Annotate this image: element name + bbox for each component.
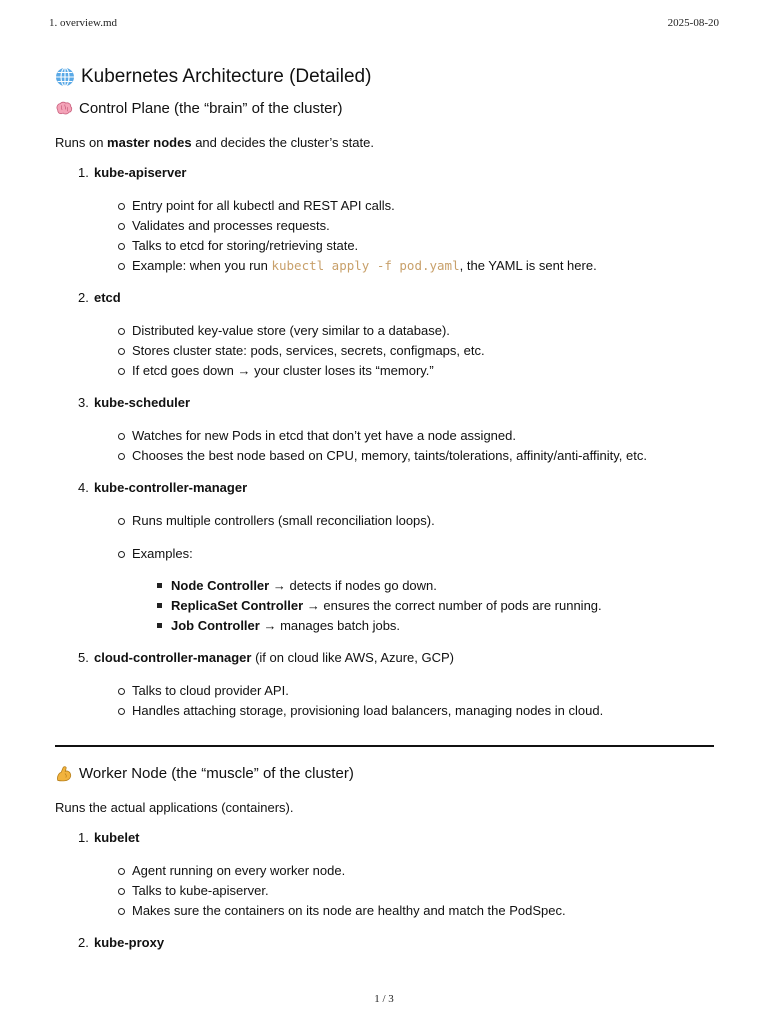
list-item: Watches for new Pods in etcd that don’t yet have a node assigned. (132, 426, 715, 446)
inline-code: kubectl apply -f pod.yaml (271, 258, 460, 273)
list-item: Stores cluster state: pods, services, secrets, configmaps, etc. (132, 341, 715, 361)
list-item (78, 933, 715, 953)
list-item (171, 596, 715, 616)
list-number: 3. (78, 395, 89, 410)
worker-node-section (55, 762, 715, 966)
list-number: 2. (78, 290, 89, 305)
item-title: kubelet (94, 830, 140, 845)
control-plane-list (55, 163, 715, 721)
list-item (78, 648, 715, 721)
list-number: 1. (78, 830, 89, 845)
control-plane-heading (55, 97, 715, 121)
list-item: Distributed key-value store (very similar to a database). (132, 321, 715, 341)
list-item (171, 616, 715, 636)
controller-desc: → ensures the correct number of pods are running. (303, 598, 602, 613)
list-item: Talks to etcd for storing/retrieving state. (132, 236, 715, 256)
list-item (132, 256, 715, 276)
controller-desc: → manages batch jobs. (259, 618, 401, 633)
controller-desc: → detects if nodes go down. (269, 578, 437, 593)
section-divider (55, 745, 714, 747)
list-item: Chooses the best node based on CPU, memory, taints/tolerations, affinity/anti-affinity, etc. (132, 446, 715, 466)
item-title: kube-controller-manager (94, 480, 248, 495)
brain-icon (55, 100, 73, 118)
list-item (78, 478, 715, 636)
intro-bold: master nodes (107, 135, 192, 150)
worker-node-intro: Runs the actual applications (containers). (55, 800, 294, 815)
item-title: kube-scheduler (94, 395, 191, 410)
page-title (55, 63, 715, 91)
document-body (55, 63, 715, 733)
list-item (171, 576, 715, 596)
intro-text-end: and decides the cluster’s state. (191, 135, 374, 150)
page-number: 1 / 3 (374, 993, 394, 1005)
sub-list (94, 681, 715, 721)
examples-list (132, 576, 715, 636)
sub-list (94, 426, 715, 466)
list-item (78, 393, 715, 466)
list-number: 5. (78, 650, 89, 665)
examples-label: Examples: (132, 546, 193, 561)
control-plane-heading-text: Control Plane (the “brain” of the cluster) (79, 100, 343, 117)
controller-name: Job Controller (171, 618, 260, 633)
item-title: cloud-controller-manager (94, 650, 252, 665)
globe-icon (55, 67, 75, 87)
flexed-biceps-icon (55, 765, 73, 783)
list-number: 4. (78, 480, 89, 495)
list-item: Runs multiple controllers (small reconciliation loops). (132, 511, 715, 531)
sub-list (94, 196, 715, 276)
list-number: 1. (78, 165, 89, 180)
example-text: Example: when you run (132, 258, 272, 273)
worker-node-list (55, 828, 715, 953)
page-title-text: Kubernetes Architecture (Detailed) (81, 66, 372, 87)
worker-node-heading-text: Worker Node (the “muscle” of the cluster) (79, 765, 354, 782)
list-item (78, 163, 715, 276)
list-number: 2. (78, 935, 89, 950)
sub-list (94, 511, 715, 636)
list-item: Makes sure the containers on its node are healthy and match the PodSpec. (132, 901, 715, 921)
controller-name: Node Controller (171, 578, 270, 593)
item-title: etcd (94, 290, 121, 305)
list-item (78, 288, 715, 381)
header-date: 2025-08-20 (667, 17, 719, 29)
header-filename: 1. overview.md (49, 17, 118, 29)
sub-list (94, 861, 715, 921)
list-item: Handles attaching storage, provisioning load balancers, managing nodes in cloud. (132, 701, 715, 721)
list-item: Talks to kube-apiserver. (132, 881, 715, 901)
list-item (78, 828, 715, 921)
list-item (132, 544, 715, 636)
list-item: If etcd goes down → your cluster loses its “memory.” (132, 361, 715, 381)
sub-list (94, 321, 715, 381)
item-title-suffix: (if on cloud like AWS, Azure, GCP) (251, 650, 455, 665)
item-title: kube-apiserver (94, 165, 187, 180)
example-text-end: , the YAML is sent here. (459, 258, 597, 273)
list-item: Validates and processes requests. (132, 216, 715, 236)
list-item: Entry point for all kubectl and REST API calls. (132, 196, 715, 216)
intro-text: Runs on (55, 135, 108, 150)
control-plane-intro (55, 133, 715, 153)
list-item: Agent running on every worker node. (132, 861, 715, 881)
list-item: Talks to cloud provider API. (132, 681, 715, 701)
worker-node-heading (55, 762, 715, 786)
item-title: kube-proxy (94, 935, 165, 950)
controller-name: ReplicaSet Controller (171, 598, 304, 613)
